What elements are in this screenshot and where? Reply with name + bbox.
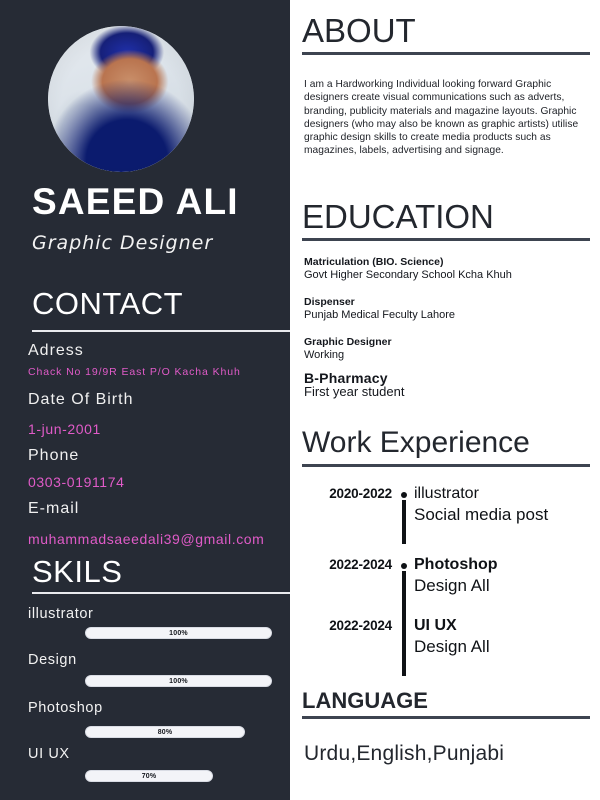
contact-label-email: E-mail [28, 500, 80, 517]
skill-bar-design [85, 675, 272, 687]
avatar [48, 26, 194, 172]
education-sub: First year student [304, 384, 405, 399]
experience-sub: Social media post [414, 505, 549, 524]
skills-heading: SKILS [32, 554, 123, 589]
about-divider [302, 52, 590, 55]
about-heading: ABOUT [302, 12, 416, 49]
experience-sub: Design All [414, 637, 490, 656]
timeline-dot-icon [401, 492, 407, 498]
skill-bar-illustrator [85, 627, 272, 639]
experience-item-illustrator [300, 486, 594, 544]
experience-heading: Work Experience [302, 426, 530, 459]
sidebar [0, 0, 290, 800]
skill-label-illustrator: illustrator [28, 606, 94, 622]
education-divider [302, 238, 590, 241]
contact-label-adress: Adress [28, 342, 84, 359]
skill-percent-design: 100% [169, 677, 188, 685]
skill-label-design: Design [28, 652, 77, 668]
education-item-graphic-designer [304, 336, 590, 362]
experience-date: 2022-2024 [329, 557, 392, 572]
candidate-name: SAEED ALI [32, 181, 239, 222]
contact-value-dob: 1-jun-2001 [28, 421, 101, 437]
experience-title: Photoshop [414, 556, 498, 573]
experience-item-photoshop [300, 557, 594, 615]
about-body: I am a Hardworking Individual looking forward Graphic designers create visual communications such as adverts, branding, publicity materials and magazine layouts. Graphic designers (who may also be known as graphic artists) utilise graphic design skills to create media products such as magazines, labels, advertising and signage. [304, 79, 579, 157]
skill-bar-uiux [85, 770, 213, 782]
timeline-line [402, 500, 406, 544]
education-sub: Working [304, 349, 345, 361]
skill-label-uiux: UI UX [28, 746, 70, 762]
experience-title: illustrator [414, 485, 479, 502]
education-heading: EDUCATION [302, 198, 494, 235]
experience-date: 2020-2022 [329, 486, 392, 501]
education-title: Matriculation (BIO. Science) [304, 256, 444, 268]
education-item-matriculation [304, 256, 590, 282]
timeline-line [402, 614, 406, 676]
contact-value-phone[interactable]: 0303-0191174 [28, 474, 125, 490]
education-sub: Govt Higher Secondary School Kcha Khuh [304, 269, 512, 281]
contact-divider [32, 330, 290, 332]
education-title: B-Pharmacy [304, 370, 388, 386]
skill-percent-photoshop: 80% [157, 728, 173, 736]
main-content [290, 0, 600, 800]
avatar-vignette [48, 26, 194, 172]
skill-label-photoshop: Photoshop [28, 700, 103, 716]
experience-divider [302, 464, 590, 467]
education-item-dispenser [304, 296, 590, 322]
contact-value-adress: Chack No 19/9R East P/O Kacha Khuh [28, 366, 241, 378]
experience-item-uiux [300, 618, 594, 676]
skill-percent-uiux: 70% [141, 772, 157, 780]
skills-divider [32, 592, 290, 594]
language-value: Urdu,English,Punjabi [304, 742, 505, 765]
education-title: Graphic Designer [304, 336, 392, 348]
skill-percent-illustrator: 100% [169, 629, 188, 637]
experience-sub: Design All [414, 576, 490, 595]
contact-heading: CONTACT [32, 286, 184, 321]
language-heading: LANGUAGE [302, 688, 428, 713]
contact-value-email[interactable]: muhammadsaeedali39@gmail.com [28, 531, 265, 547]
candidate-role: Graphic Designer [32, 232, 214, 254]
timeline-dot-icon [401, 563, 407, 569]
contact-label-dob: Date Of Birth [28, 391, 134, 408]
contact-label-phone: Phone [28, 447, 80, 464]
timeline-line [402, 571, 406, 615]
education-sub: Punjab Medical Feculty Lahore [304, 309, 456, 321]
education-item-bpharmacy [304, 372, 590, 398]
language-divider [302, 716, 590, 719]
experience-date: 2022-2024 [329, 618, 392, 633]
education-title: Dispenser [304, 296, 355, 308]
experience-title: UI UX [414, 617, 457, 634]
skill-bar-photoshop [85, 726, 245, 738]
